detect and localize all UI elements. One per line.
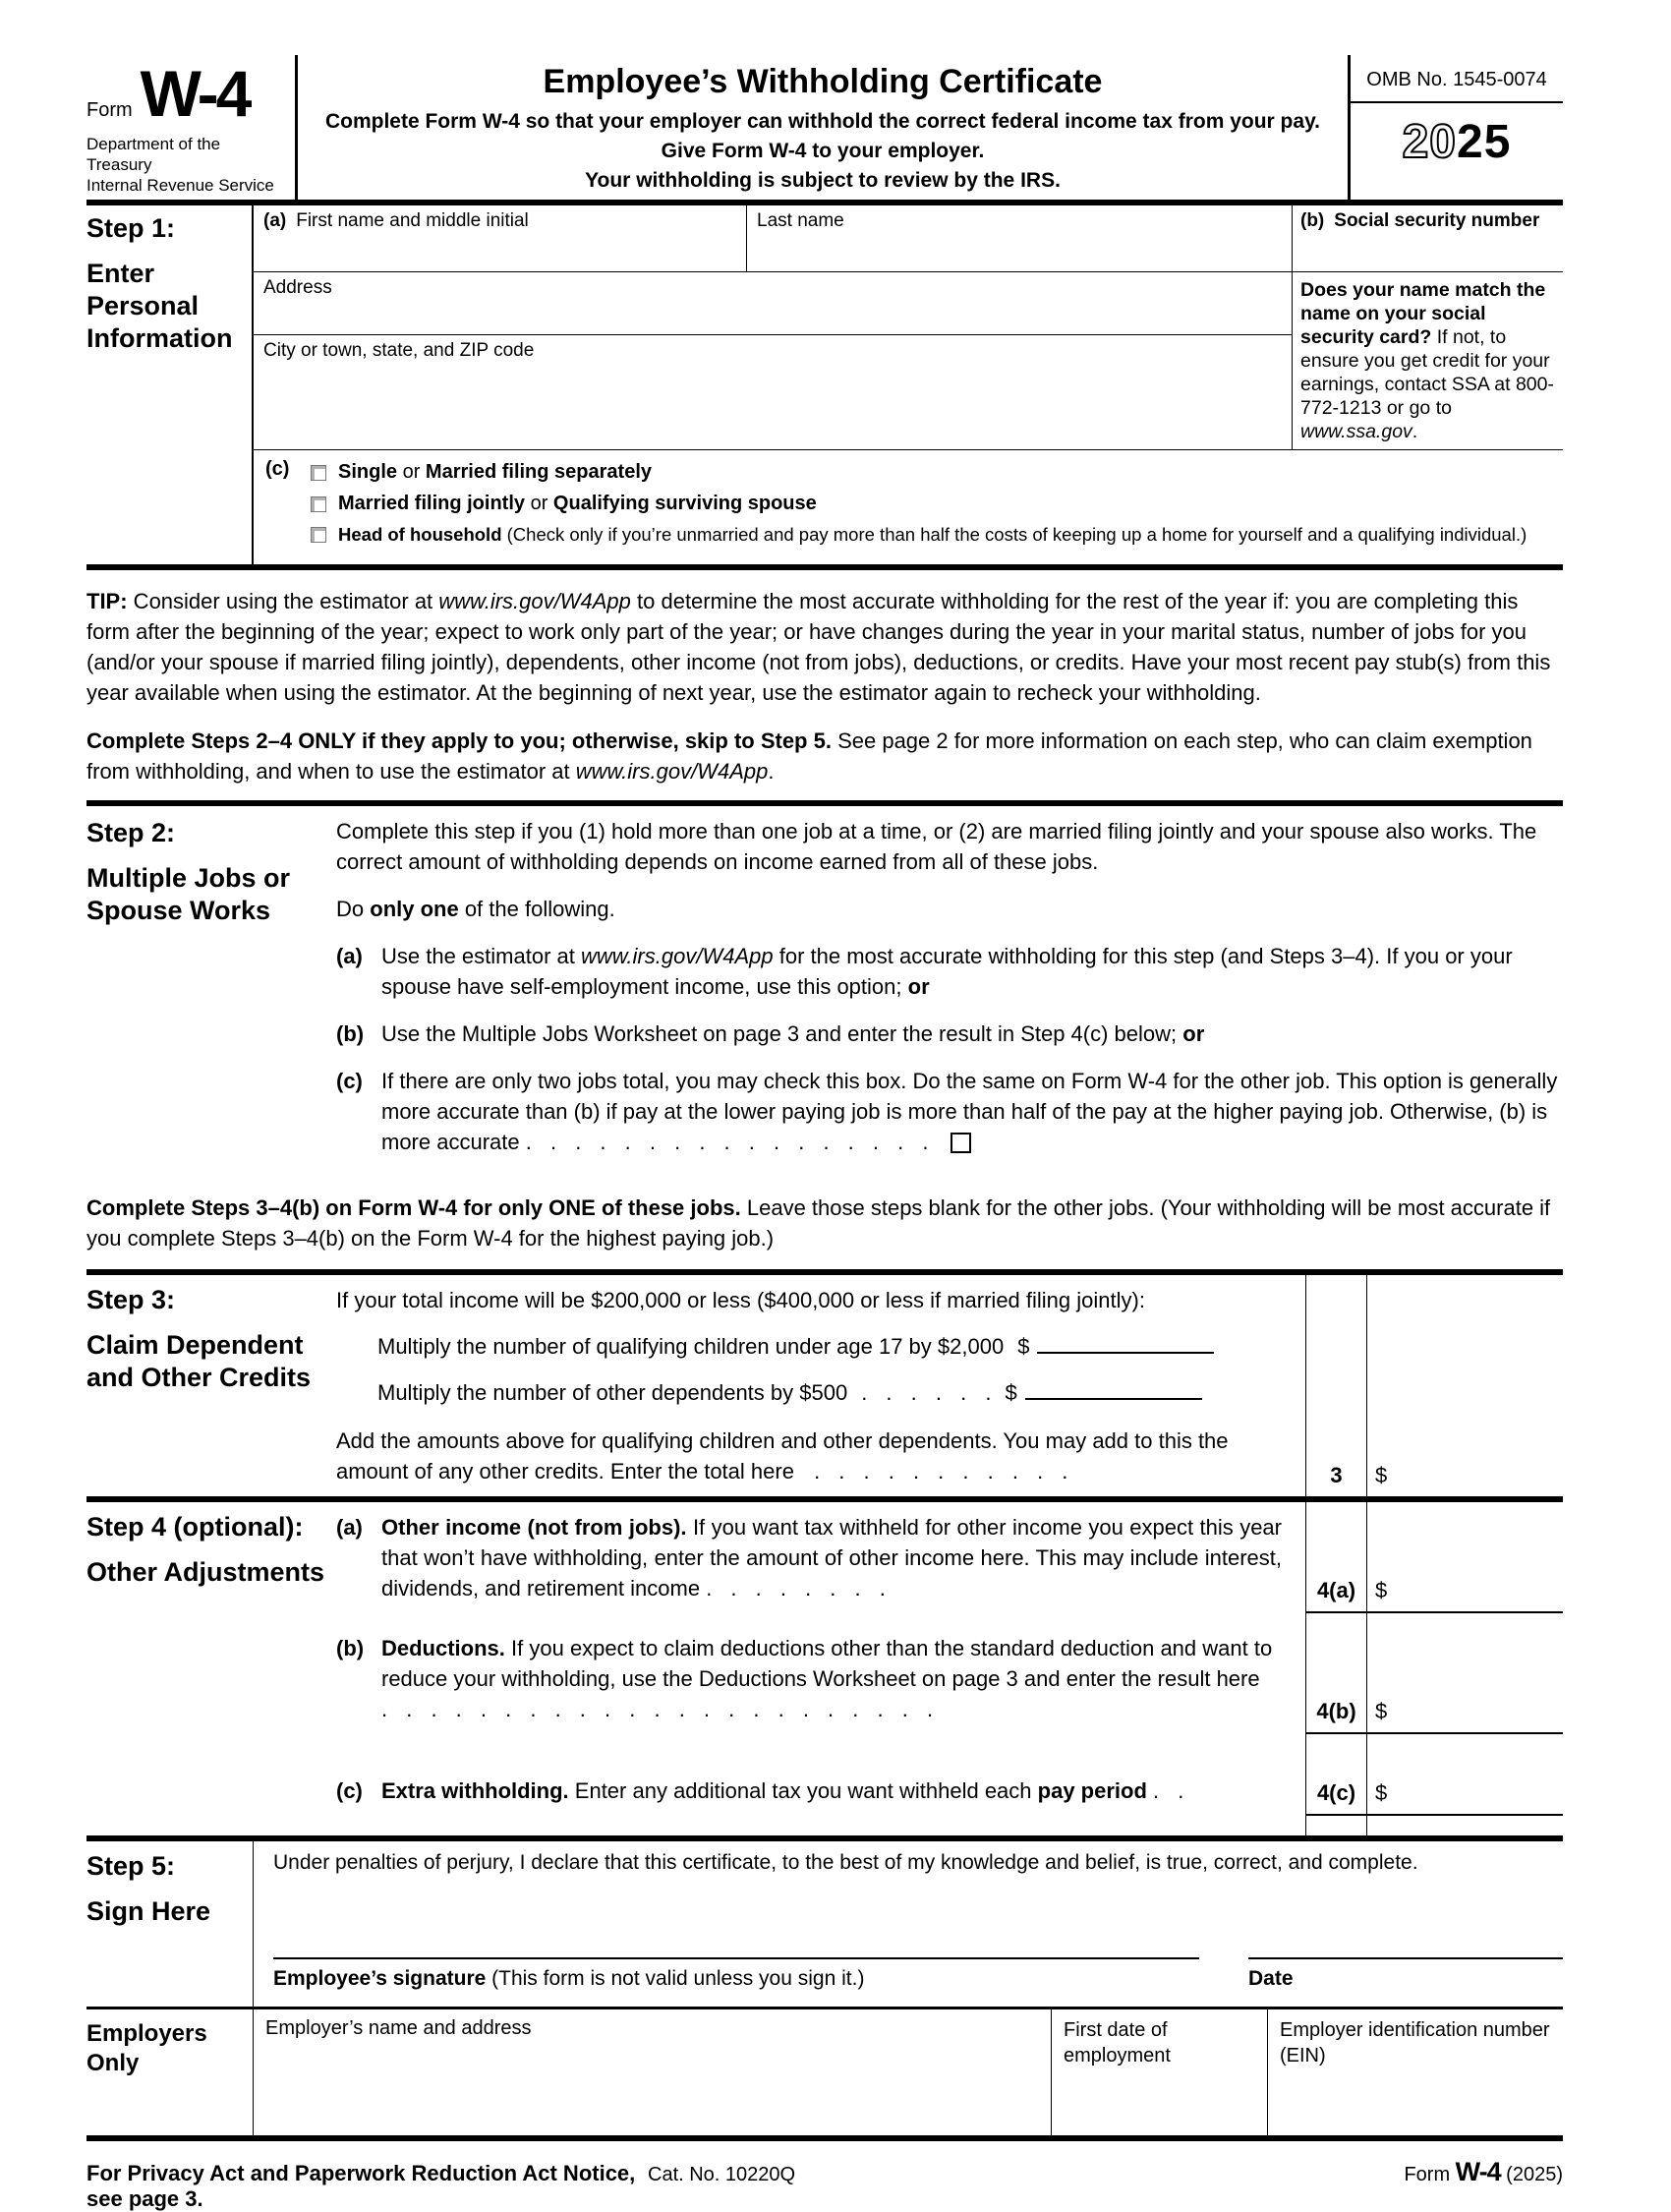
step2-option-a (336, 941, 1563, 1002)
address-label: Address (263, 277, 332, 298)
employer-name-address-field[interactable] (254, 2009, 1052, 2135)
tip-text2: to determine the most accurate withholding for the rest of the year if: you are completing this form after the beginning of the year; expect to work only part of the year; or have changes during the year in your marital status, number of jobs for you (and/or your spouse if married filing jointly), dependents, other income (not from jobs), deductions, or credits. Have your most recent pay stub(s) from this year available when using the estimator. At the beginning of next year, use the estimator again to recheck your withholding. (86, 589, 1551, 705)
step3-dependents-line (377, 1377, 1282, 1408)
step2-only-one: only one (370, 897, 459, 921)
filing-status-mfj (311, 493, 1563, 515)
single-checkbox[interactable] (311, 465, 326, 481)
step3-subtitle: Claim Dependent and Other Credits (86, 1330, 312, 1392)
step2-c-text: If there are only two jobs total, you may check this box. Do the same on Form W-4 for the other job. This option is generally more accurate than (b) if pay at the lower paying job is more than half of the pay at the higher paying job. Otherwise, (b) is more accurate (381, 1069, 1558, 1154)
ssa-url: www.ssa.gov (1300, 421, 1412, 442)
form-header (86, 55, 1563, 200)
step3-line-number: 3 (1305, 1275, 1366, 1496)
step3-intro: If your total income will be $200,000 or less ($400,000 or less if married filing jointly): (336, 1288, 1145, 1312)
step4-a-bold: Other income (not from jobs). (381, 1515, 687, 1540)
step3-total-line (336, 1426, 1282, 1486)
step5-label-block (86, 1841, 254, 2007)
step2-a-text2: for the most accurate withholding for this step (and Steps 3–4). If you or your spouse have self-employment income, use this option; (381, 944, 1513, 999)
step2-b-tag: (b) (336, 1021, 365, 1046)
step4-c-bold: Extra withholding. (381, 1778, 569, 1803)
step2-do-only-one (336, 894, 1563, 924)
step4-c-tag: (c) (336, 1778, 363, 1803)
mfj-label: Married filing jointly (338, 493, 526, 514)
subtitle-line3: Your withholding is subject to review by the IRS. (585, 169, 1061, 192)
field-b-label: Social security number (1334, 210, 1540, 231)
step2-a-text1: Use the estimator at (381, 944, 581, 968)
signature-label-note: (This form is not valid unless you sign it.) (486, 1967, 865, 1990)
year-outline-digits: 20 (1402, 116, 1457, 168)
step3-total-amount-field[interactable] (1366, 1275, 1563, 1496)
step3-children-text: Multiply the number of qualifying children under age 17 by $2,000 (377, 1334, 1005, 1359)
subtitle-line1: Complete Form W-4 so that your employer can withhold the correct federal income tax from your pay. (324, 110, 1321, 133)
form-title: Employee’s Withholding Certificate (543, 63, 1103, 100)
step4-b-amount-field[interactable] (1366, 1613, 1563, 1734)
step3-dependents-amount-field[interactable] (1025, 1380, 1202, 1400)
step4-b-dots: . . . . . . . . . . . . . . . . . . . . . . . (381, 1697, 934, 1721)
filing-status-hoh (311, 524, 1563, 546)
step3-label-block (86, 1275, 336, 1496)
step4-a-dots: . . . . . . . . (706, 1576, 886, 1601)
mfj-or: or (525, 493, 553, 514)
city-state-zip-field[interactable] (254, 335, 1292, 400)
step2-following: of the following. (458, 897, 615, 921)
form-id-block (86, 55, 295, 200)
employers-only-section (86, 2009, 1563, 2141)
single-or: or (397, 461, 426, 483)
step4-c-amount-field[interactable] (1366, 1734, 1563, 1816)
step3-dependents-text: Multiply the number of other dependents by $500 (377, 1380, 848, 1405)
employers-only-label: Employers Only (86, 2009, 254, 2135)
hoh-label: Head of household (338, 524, 502, 545)
field-a-label: First name and middle initial (296, 210, 529, 231)
tip-bold: TIP: (86, 589, 128, 613)
step2-a-or: or (907, 974, 930, 999)
step2-title: Step 2: (86, 818, 176, 847)
step5-title: Step 5: (86, 1851, 176, 1881)
two-jobs-checkbox[interactable] (951, 1133, 971, 1153)
omb-number: OMB No. 1545-0074 (1351, 55, 1563, 103)
steps34-bold: Complete Steps 3–4(b) on Form W-4 for only ONE of these jobs. (86, 1195, 741, 1220)
ein-label: Employer identification number (EIN) (1280, 2019, 1550, 2066)
field-c-tag: (c) (265, 458, 290, 480)
date-line[interactable] (1248, 1930, 1563, 1959)
step4-a-amount-field[interactable] (1366, 1502, 1563, 1613)
hoh-note-text: (Check only if you’re unmarried and pay more than half the costs of keeping up a home for yourself and a qualifying individual.) (501, 524, 1527, 545)
ein-field[interactable] (1268, 2009, 1563, 2135)
hoh-checkbox[interactable] (311, 527, 326, 543)
step4-c-text: Enter any additional tax you want withheld each (568, 1778, 1038, 1803)
form-number: W-4 (140, 57, 250, 130)
form-subtitle (312, 107, 1334, 196)
step3-total-dots: . . . . . . . . . . . (814, 1459, 1068, 1484)
step2-intro: Complete this step if you (1) hold more than one job at a time, or (2) are married filing jointly and your spouse also works. The correct amount of withholding depends on income earned from all of these jobs. (336, 819, 1537, 874)
ssa-note-rest: If not, to ensure you get credit for your earnings, contact SSA at 800-772-1213 or go to (1300, 326, 1554, 419)
step2-do: Do (336, 897, 371, 921)
date-field[interactable] (1248, 1930, 1563, 1991)
step5-section (86, 1841, 1563, 2009)
step4-section (86, 1502, 1563, 1841)
step4-a-tag: (a) (336, 1515, 363, 1540)
step1-subtitle: Enter Personal Information (86, 259, 233, 353)
step3-children-amount-field[interactable] (1037, 1334, 1214, 1354)
footer-form-word: Form (1404, 2164, 1456, 2185)
step3-total-text: Add the amounts above for qualifying children and other dependents. You may add to this the amount of any other credits. Enter the total here (336, 1428, 1229, 1484)
step2-a-url: www.irs.gov/W4App (580, 944, 774, 968)
form-year (1351, 115, 1563, 169)
page-footer (86, 2157, 1563, 2212)
last-name-label: Last name (757, 210, 844, 231)
catalog-number: Cat. No. 10220Q (648, 2164, 796, 2185)
steps24-bold: Complete Steps 2–4 ONLY if they apply to you; otherwise, skip to Step 5. (86, 728, 832, 753)
step3-dependents-dollar-sign: $ (1005, 1380, 1017, 1405)
step2-subtitle: Multiple Jobs or Spouse Works (86, 863, 291, 925)
privacy-act-notice: For Privacy Act and Paperwork Reduction Act Notice, see page 3. (86, 2161, 636, 2211)
field-a-tag: (a) (263, 210, 287, 231)
step4-label-block (86, 1502, 336, 1835)
last-name-field[interactable] (747, 205, 1292, 271)
step4-c-dots: . . (1153, 1778, 1184, 1803)
signature-label-bold: Employee’s signature (273, 1967, 487, 1990)
mfs-label: Married filing separately (425, 461, 652, 483)
filing-status-single (311, 461, 1563, 484)
city-label: City or town, state, and ZIP code (263, 340, 535, 361)
field-b-tag: (b) (1300, 210, 1325, 231)
step5-subtitle: Sign Here (86, 1896, 211, 1926)
ssa-note-bold: Does your name match the name on your social security card? (1300, 279, 1546, 348)
step3-dependents-dots: . . . . . . (861, 1380, 992, 1405)
step3-dollar-sign: $ (1375, 1463, 1388, 1487)
signature-label (273, 1959, 1199, 1991)
step1-fields (254, 205, 1563, 564)
step4-c-dollar-sign: $ (1375, 1780, 1388, 1805)
signature-line[interactable] (273, 1930, 1199, 1959)
dept-line1: Department of the Treasury (86, 135, 221, 174)
perjury-declaration: Under penalties of perjury, I declare that this certificate, to the best of my knowledge and belief, is true, correct, and complete. (273, 1851, 1418, 1874)
tip-paragraph (86, 586, 1563, 708)
step4-b-text: If you expect to claim deductions other than the standard deduction and want to reduce your withholding, use the Deductions Worksheet on page 3 and enter the result here (381, 1636, 1273, 1691)
step4-a-dollar-sign: $ (1375, 1578, 1388, 1602)
step4-c-pay-period: pay period (1037, 1778, 1147, 1803)
step4-spacer-row (336, 1816, 1563, 1835)
steps24-note (86, 726, 1563, 786)
step2-c-tag: (c) (336, 1069, 363, 1093)
step3-children-line (377, 1331, 1282, 1362)
steps34-note (86, 1193, 1563, 1253)
form-title-block (295, 55, 1351, 200)
form-footer-id (1002, 2157, 1563, 2187)
step2-option-b (336, 1019, 1563, 1049)
tip-url: www.irs.gov/W4App (438, 589, 631, 613)
step2-b-text: Use the Multiple Jobs Worksheet on page 3 and enter the result in Step 4(c) below; (381, 1021, 1183, 1046)
first-date-employment-label: First date of employment (1064, 2019, 1171, 2066)
form-word: Form (86, 99, 133, 121)
step4c-row (336, 1734, 1563, 1816)
steps24-text: See page 2 for more information on each step, who can claim exemption from withholding, and when to use the estimator at (86, 728, 1532, 784)
address-field[interactable] (254, 272, 1292, 335)
step4-c-line-number: 4(c) (1305, 1734, 1366, 1816)
mfj-checkbox[interactable] (311, 496, 326, 512)
footer-form-number: W-4 (1455, 2157, 1501, 2186)
qss-label: Qualifying surviving spouse (552, 493, 817, 514)
step1-section (86, 200, 1563, 570)
filing-status-row (254, 449, 1563, 564)
year-bold-digits: 25 (1457, 116, 1512, 168)
omb-year-block (1351, 55, 1563, 200)
first-date-employment-field[interactable] (1052, 2009, 1268, 2135)
steps34-text: Leave those steps blank for the other jobs. (Your withholding will be most accurate if you complete Steps 3–4(b) on the Form W-4 for the highest paying job.) (86, 1195, 1551, 1251)
dept-line2: Internal Revenue Service (86, 176, 274, 195)
step1-label-block (86, 205, 254, 564)
step4-subtitle: Other Adjustments (86, 1557, 325, 1587)
step2-section (86, 800, 1563, 1173)
step3-section (86, 1269, 1563, 1502)
step4-b-line-number: 4(b) (1305, 1613, 1366, 1734)
step3-row (336, 1275, 1563, 1496)
single-label: Single (338, 461, 398, 483)
tip-text1: Consider using the estimator at (127, 589, 439, 613)
step2-b-or: or (1182, 1021, 1205, 1046)
step4-b-dollar-sign: $ (1375, 1699, 1388, 1723)
ssa-note-end: . (1412, 421, 1418, 442)
date-label: Date (1248, 1967, 1294, 1990)
step4-title: Step 4 (optional): (86, 1512, 304, 1542)
step4-b-tag: (b) (336, 1636, 365, 1660)
footer-form-year: (2025) (1500, 2164, 1563, 2185)
first-name-field[interactable] (254, 205, 747, 271)
step4a-row (336, 1502, 1563, 1613)
employer-name-address-label: Employer’s name and address (265, 2017, 532, 2039)
ssa-note (1293, 272, 1563, 449)
subtitle-line2: Give Form W-4 to your employer. (661, 140, 985, 162)
step2-a-tag: (a) (336, 944, 363, 968)
steps24-end: . (768, 759, 775, 784)
ssn-field[interactable] (1293, 205, 1563, 272)
step4-a-line-number: 4(a) (1305, 1502, 1366, 1613)
step4-a-text: If you want tax withheld for other income you expect this year that won’t have withholding, enter the amount of other income here. This may include interest, dividends, and retirement income (381, 1515, 1282, 1601)
step1-title: Step 1: (86, 213, 176, 243)
employee-signature-field[interactable] (273, 1930, 1199, 1991)
step3-children-dollar-sign: $ (1017, 1334, 1030, 1359)
step2-c-dot-leader: . . . . . . . . . . . . . . . . . (525, 1130, 929, 1154)
step3-title: Step 3: (86, 1285, 176, 1314)
step2-label-block (86, 816, 336, 1157)
step4b-row (336, 1613, 1563, 1734)
step2-option-c (336, 1066, 1563, 1157)
step4-b-bold: Deductions. (381, 1636, 505, 1660)
department-lines (86, 134, 287, 196)
steps24-url: www.irs.gov/W4App (575, 759, 769, 784)
